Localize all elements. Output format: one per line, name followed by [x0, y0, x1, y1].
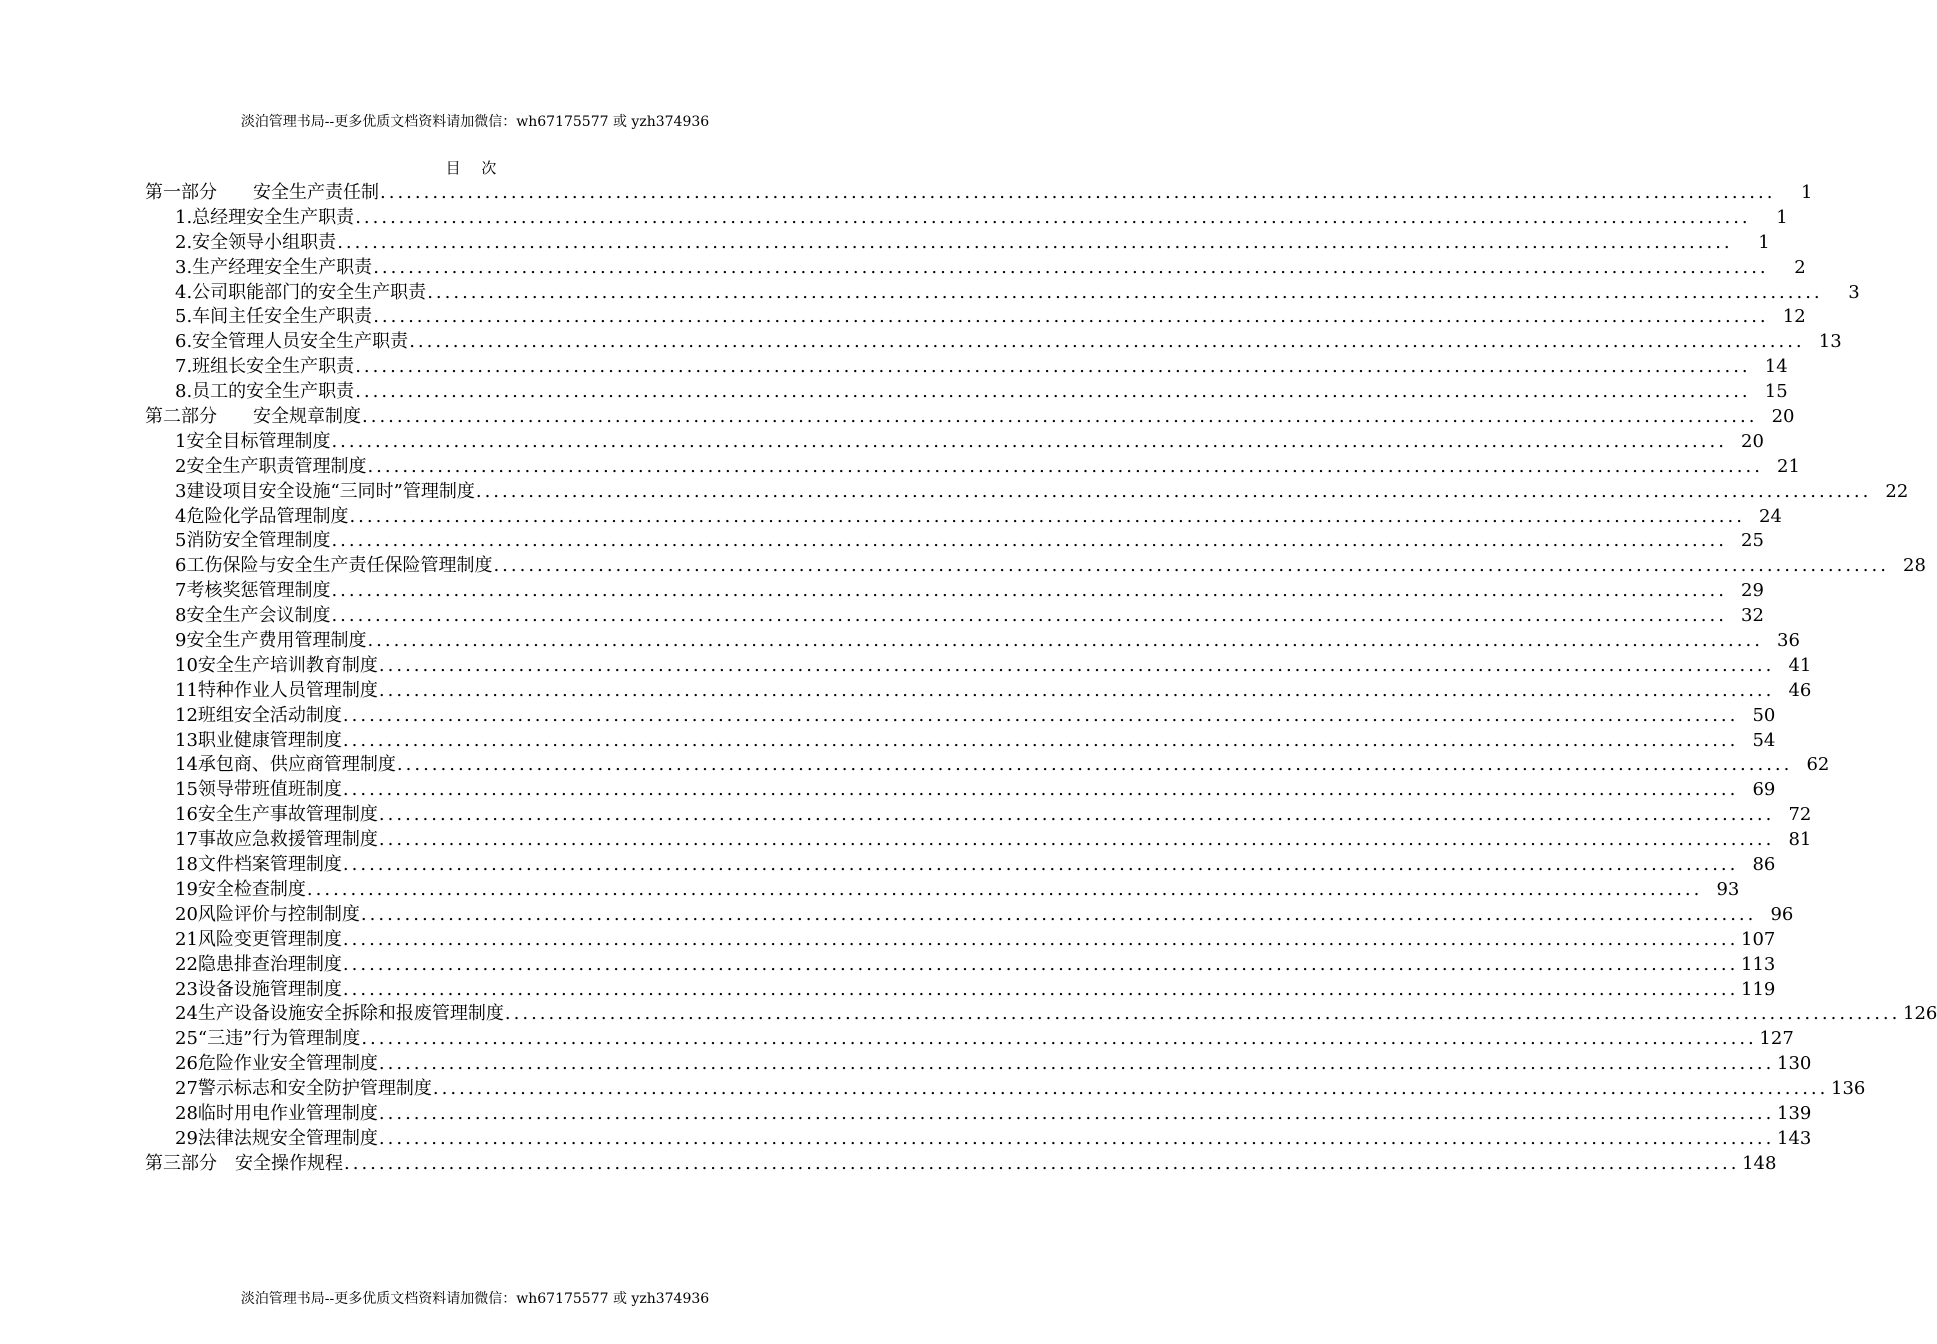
- toc-entry-label: 9安全生产费用管理制度: [175, 630, 367, 652]
- toc-entry-label: 7考核奖惩管理制度: [175, 580, 331, 602]
- toc-entry-page: 86: [1752, 854, 1776, 876]
- toc-entry[interactable]: [145, 1027, 1794, 1052]
- toc-dot-leader: ................................................................................................................................................................: [378, 1053, 1775, 1075]
- toc-entry-label: 28临时用电作业管理制度: [175, 1102, 378, 1124]
- toc-entry-page: 12: [1782, 306, 1806, 328]
- toc-entry-label: 6工伤保险与安全生产责任保险管理制度: [175, 555, 493, 577]
- toc-entry-label: 29法律法规安全管理制度: [175, 1127, 378, 1149]
- toc-dot-leader: ................................................................................................................................................................: [342, 779, 1739, 801]
- toc-entry-label: 22隐患排查治理制度: [175, 953, 342, 975]
- toc-dot-leader: ................................................................................................................................................................: [331, 430, 1727, 452]
- toc-entry[interactable]: [145, 554, 1926, 579]
- toc-dot-leader: ................................................................................................................................................................: [331, 605, 1727, 627]
- toc-entry-page: 36: [1777, 630, 1800, 652]
- toc-entry-page: 20: [1741, 430, 1764, 452]
- toc-entry-label: 7.班组长安全生产职责: [175, 356, 355, 378]
- toc-entry-label: 3建设项目安全设施“三同时”管理制度: [175, 480, 475, 502]
- toc-entry-label: 11特种作业人员管理制度: [175, 679, 378, 701]
- toc-dot-leader: ................................................................................................................................................................: [342, 978, 1739, 1000]
- toc-entry-page: 25: [1741, 530, 1764, 552]
- table-of-contents: [145, 181, 1937, 1177]
- toc-dot-leader: ................................................................................................................................................................: [349, 505, 1745, 527]
- toc-entry-label: 12班组安全活动制度: [175, 704, 342, 726]
- toc-entry-label: 8.员工的安全生产职责: [175, 381, 355, 403]
- toc-entry-page: 126: [1903, 1003, 1937, 1025]
- toc-entry-label: 8安全生产会议制度: [175, 605, 331, 627]
- toc-entry[interactable]: [145, 529, 1764, 554]
- toc-entry[interactable]: [145, 604, 1764, 629]
- toc-dot-leader: ................................................................................................................................................................: [378, 804, 1775, 826]
- toc-entry-page: 3: [1848, 281, 1860, 303]
- toc-entry[interactable]: [145, 455, 1800, 480]
- toc-entry[interactable]: [145, 305, 1806, 330]
- toc-dot-leader: ................................................................................................................................................................: [378, 829, 1775, 851]
- toc-entry[interactable]: [145, 778, 1776, 803]
- toc-entry[interactable]: [145, 953, 1776, 978]
- toc-entry-page: 32: [1741, 605, 1764, 627]
- toc-part-entry[interactable]: [145, 1152, 1777, 1177]
- toc-dot-leader: ................................................................................................................................................................: [493, 555, 1889, 577]
- toc-entry-label: 25“三违”行为管理制度: [175, 1028, 361, 1050]
- toc-entry[interactable]: [145, 1127, 1812, 1152]
- toc-entry-label: 21风险变更管理制度: [175, 928, 342, 950]
- toc-entry-page: 139: [1777, 1102, 1812, 1124]
- toc-dot-leader: ................................................................................................................................................................: [427, 281, 1823, 303]
- toc-entry[interactable]: [145, 505, 1782, 530]
- toc-entry-label: 5消防安全管理制度: [175, 530, 331, 552]
- toc-entry-label: 26危险作业安全管理制度: [175, 1053, 378, 1075]
- toc-dot-leader: ................................................................................................................................................................: [331, 580, 1727, 602]
- toc-entry-page: 93: [1716, 878, 1740, 900]
- toc-entry-page: 69: [1752, 779, 1776, 801]
- toc-entry-label: 15领导带班值班制度: [175, 779, 342, 801]
- toc-entry-page: 81: [1788, 829, 1812, 851]
- toc-entry[interactable]: [145, 928, 1776, 953]
- toc-entry[interactable]: [145, 629, 1800, 654]
- toc-entry-page: 24: [1759, 505, 1782, 527]
- toc-entry-page: 119: [1741, 978, 1776, 1000]
- toc-entry-page: 15: [1764, 381, 1788, 403]
- toc-dot-leader: ................................................................................................................................................................: [367, 455, 1763, 477]
- toc-entry[interactable]: [145, 828, 1812, 853]
- toc-entry-label: 4危险化学品管理制度: [175, 505, 349, 527]
- toc-dot-leader: ................................................................................................................................................................: [361, 1028, 1757, 1050]
- toc-entry[interactable]: [145, 978, 1776, 1003]
- toc-dot-leader: ................................................................................................................................................................: [360, 903, 1757, 925]
- toc-entry[interactable]: [145, 256, 1806, 281]
- toc-entry-page: 14: [1764, 356, 1788, 378]
- toc-entry-page: 1: [1801, 182, 1813, 203]
- toc-title: 目 次: [445, 159, 505, 177]
- toc-dot-leader: ................................................................................................................................................................: [409, 331, 1805, 353]
- toc-entry[interactable]: [145, 579, 1764, 604]
- toc-entry[interactable]: [145, 1077, 1866, 1102]
- toc-entry-page: 54: [1752, 729, 1776, 751]
- toc-entry-page: 148: [1742, 1152, 1777, 1174]
- toc-entry[interactable]: [145, 878, 1740, 903]
- toc-entry-label: 20风险评价与控制制度: [175, 903, 360, 925]
- toc-dot-leader: ................................................................................................................................................................: [396, 754, 1793, 776]
- toc-dot-leader: ................................................................................................................................................................: [373, 256, 1769, 278]
- toc-entry-page: 2: [1794, 256, 1806, 278]
- toc-entry[interactable]: [145, 206, 1788, 231]
- toc-dot-leader: ................................................................................................................................................................: [504, 1003, 1901, 1025]
- toc-dot-leader: ................................................................................................................................................................: [355, 381, 1751, 403]
- toc-entry-label: 24生产设备设施安全拆除和报废管理制度: [175, 1003, 504, 1025]
- toc-entry-label: 17事故应急救援管理制度: [175, 829, 378, 851]
- toc-entry[interactable]: [145, 704, 1776, 729]
- header-note: 淡泊管理书局--更多优质文档资料请加微信：wh67175577 或 yzh374936: [240, 114, 710, 130]
- toc-entry[interactable]: [145, 903, 1794, 928]
- toc-entry[interactable]: [145, 380, 1788, 405]
- toc-part-entry[interactable]: [145, 181, 1813, 206]
- toc-entry-page: 1: [1776, 206, 1788, 228]
- toc-dot-leader: ................................................................................................................................................................: [378, 1102, 1775, 1124]
- toc-entry-page: 20: [1771, 406, 1795, 428]
- toc-entry-label: 14承包商、供应商管理制度: [175, 754, 396, 776]
- toc-part-entry[interactable]: [145, 405, 1795, 430]
- toc-entry-page: 72: [1788, 804, 1812, 826]
- toc-entry-page: 50: [1752, 704, 1776, 726]
- toc-dot-leader: ................................................................................................................................................................: [378, 654, 1775, 676]
- toc-entry-label: 2.安全领导小组职责: [175, 231, 337, 253]
- toc-entry-label: 23设备设施管理制度: [175, 978, 342, 1000]
- toc-dot-leader: ................................................................................................................................................................: [342, 704, 1739, 726]
- toc-entry-page: 46: [1788, 679, 1812, 701]
- toc-entry-page: 41: [1788, 654, 1812, 676]
- toc-entry-page: 130: [1777, 1053, 1812, 1075]
- toc-entry[interactable]: [145, 803, 1812, 828]
- toc-dot-leader: ................................................................................................................................................................: [355, 356, 1751, 378]
- toc-entry-label: 19安全检查制度: [175, 878, 306, 900]
- toc-entry-label: 4.公司职能部门的安全生产职责: [175, 281, 427, 303]
- toc-dot-leader: ................................................................................................................................................................: [367, 630, 1763, 652]
- toc-entry-page: 143: [1777, 1127, 1812, 1149]
- toc-dot-leader: ................................................................................................................................................................: [432, 1078, 1829, 1100]
- toc-entry-label: 18文件档案管理制度: [175, 854, 342, 876]
- toc-entry-label: 1.总经理安全生产职责: [175, 206, 355, 228]
- toc-entry[interactable]: [145, 654, 1812, 679]
- toc-entry-label: 6.安全管理人员安全生产职责: [175, 331, 409, 353]
- toc-entry-label: 1安全目标管理制度: [175, 430, 331, 452]
- toc-dot-leader: ................................................................................................................................................................: [342, 928, 1739, 950]
- toc-dot-leader: ................................................................................................................................................................: [362, 406, 1758, 428]
- toc-entry-label: 16安全生产事故管理制度: [175, 804, 378, 826]
- toc-dot-leader: ................................................................................................................................................................: [378, 679, 1775, 701]
- toc-dot-leader: ................................................................................................................................................................: [342, 854, 1739, 876]
- toc-entry-label: 第二部分 安全规章制度: [145, 406, 361, 428]
- toc-entry[interactable]: [145, 679, 1812, 704]
- toc-dot-leader: ................................................................................................................................................................: [337, 231, 1733, 253]
- toc-dot-leader: ................................................................................................................................................................: [380, 182, 1776, 203]
- toc-entry-page: 62: [1806, 754, 1830, 776]
- toc-entry[interactable]: [145, 231, 1770, 256]
- toc-entry-page: 22: [1885, 480, 1909, 502]
- toc-entry[interactable]: [145, 480, 1909, 505]
- toc-entry[interactable]: [145, 729, 1776, 754]
- toc-entry-label: 第三部分 安全操作规程: [145, 1152, 343, 1174]
- toc-entry-label: 27警示标志和安全防护管理制度: [175, 1078, 432, 1100]
- toc-entry-page: 28: [1903, 555, 1926, 577]
- toc-entry-page: 1: [1758, 231, 1770, 253]
- toc-dot-leader: ................................................................................................................................................................: [373, 306, 1769, 328]
- toc-entry-label: 3.生产经理安全生产职责: [175, 256, 373, 278]
- toc-entry[interactable]: [145, 281, 1860, 306]
- toc-entry-page: 136: [1831, 1078, 1866, 1100]
- toc-entry-page: 29: [1741, 580, 1764, 602]
- toc-entry-label: 2安全生产职责管理制度: [175, 455, 367, 477]
- footer-note: 淡泊管理书局--更多优质文档资料请加微信：wh67175577 或 yzh374936: [240, 1291, 710, 1307]
- toc-entry[interactable]: [145, 430, 1764, 455]
- toc-entry-page: 107: [1741, 928, 1776, 950]
- toc-dot-leader: ................................................................................................................................................................: [355, 206, 1751, 228]
- toc-entry-page: 127: [1759, 1028, 1794, 1050]
- toc-entry[interactable]: [145, 853, 1776, 878]
- toc-entry[interactable]: [145, 1102, 1812, 1127]
- toc-dot-leader: ................................................................................................................................................................: [344, 1152, 1740, 1174]
- toc-entry[interactable]: [145, 355, 1788, 380]
- toc-dot-leader: ................................................................................................................................................................: [378, 1127, 1775, 1149]
- toc-entry[interactable]: [145, 1052, 1812, 1077]
- toc-dot-leader: ................................................................................................................................................................: [331, 530, 1727, 552]
- toc-entry[interactable]: [145, 753, 1830, 778]
- toc-entry[interactable]: [145, 1002, 1937, 1027]
- toc-entry-page: 96: [1770, 903, 1794, 925]
- toc-entry-label: 13职业健康管理制度: [175, 729, 342, 751]
- toc-dot-leader: ................................................................................................................................................................: [306, 878, 1703, 900]
- toc-entry[interactable]: [145, 330, 1842, 355]
- toc-entry-label: 5.车间主任安全生产职责: [175, 306, 373, 328]
- toc-entry-page: 13: [1818, 331, 1842, 353]
- toc-dot-leader: ................................................................................................................................................................: [342, 953, 1739, 975]
- toc-entry-page: 21: [1777, 455, 1800, 477]
- toc-dot-leader: ................................................................................................................................................................: [475, 480, 1872, 502]
- toc-dot-leader: ................................................................................................................................................................: [342, 729, 1739, 751]
- toc-entry-label: 第一部分 安全生产责任制: [145, 182, 379, 203]
- toc-entry-page: 113: [1741, 953, 1776, 975]
- toc-entry-label: 10安全生产培训教育制度: [175, 654, 378, 676]
